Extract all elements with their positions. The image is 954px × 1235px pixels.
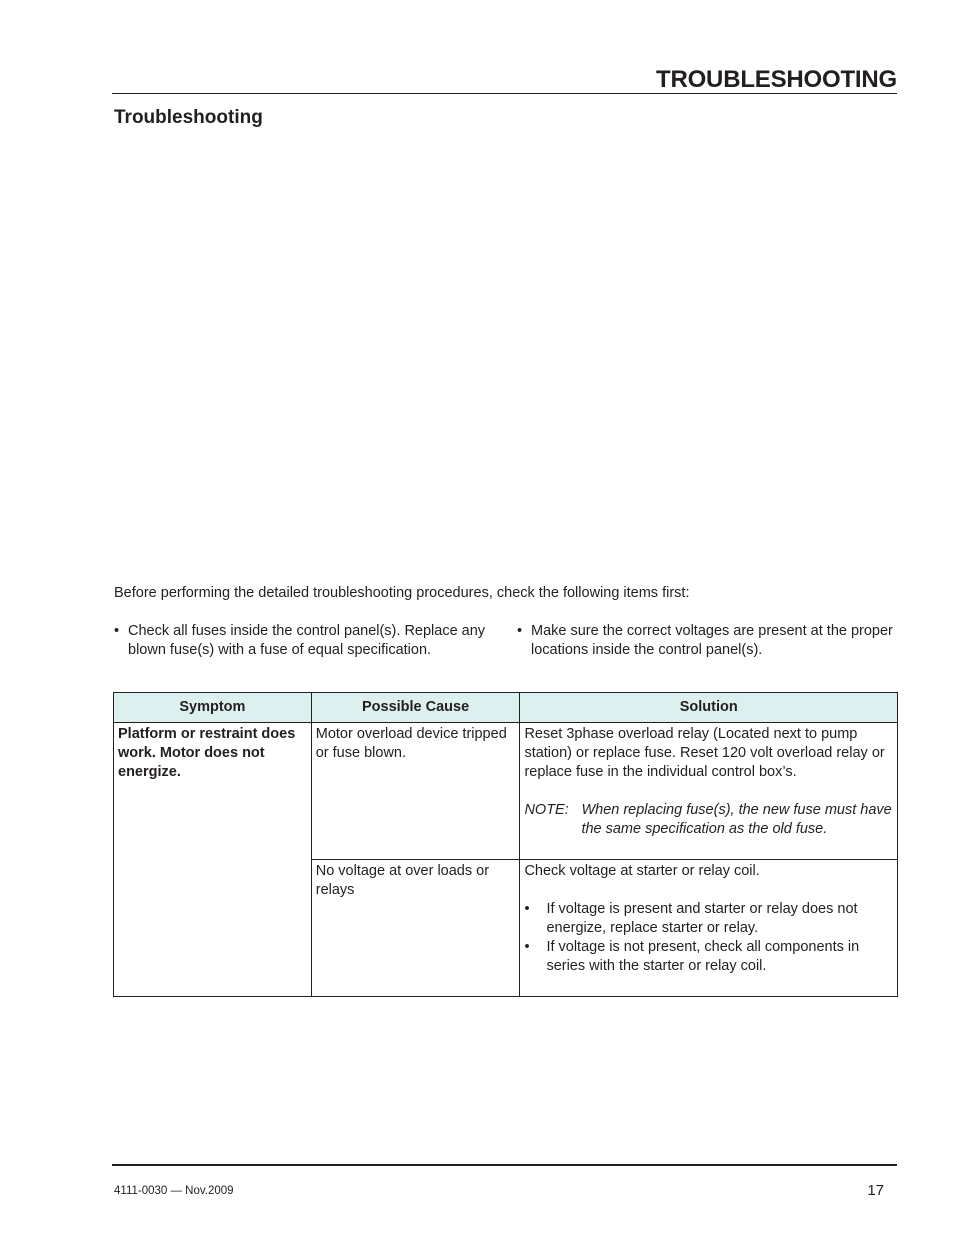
- page-header-title: TROUBLESHOOTING: [656, 66, 897, 93]
- solution-cell: [520, 860, 898, 997]
- troubleshooting-table: [113, 692, 898, 997]
- solution-cell: [520, 723, 898, 860]
- intro-text: Before performing the detailed troubleshooting procedures, check the following items first:: [114, 585, 690, 601]
- pre-check-item: [517, 622, 898, 659]
- cause-cell: No voltage at over loads or relays: [311, 860, 520, 997]
- pre-check-item: [114, 622, 495, 659]
- footer-divider: [112, 1164, 897, 1166]
- symptom-cell: Platform or restraint does work. Motor does not energize.: [114, 723, 312, 997]
- bullet-icon: •: [114, 623, 120, 639]
- solution-bullet-text: If voltage is not present, check all components in series with the starter or relay coil.: [546, 939, 860, 974]
- footer-document-id: 4111-0030 — Nov.2009: [114, 1185, 234, 1197]
- solution-note: [524, 801, 893, 839]
- section-title: Troubleshooting: [114, 107, 263, 128]
- note-label: NOTE:: [524, 802, 569, 818]
- column-header-symptom: Symptom: [114, 693, 312, 723]
- pre-check-list: [114, 622, 898, 659]
- solution-bullet-list: [524, 900, 893, 988]
- column-header-cause: Possible Cause: [311, 693, 520, 723]
- column-header-solution: Solution: [520, 693, 898, 723]
- header-divider: [112, 93, 897, 94]
- pre-check-text: Check all fuses inside the control panel(s). Replace any blown fuse(s) with a fuse of equal specification.: [128, 623, 486, 658]
- solution-text: Reset 3phase overload relay (Located next to pump station) or replace fuse. Reset 120 volt overload relay or replace fuse in the individual control box’s.: [524, 726, 885, 780]
- solution-bullet-text: If voltage is present and starter or relay does not energize, replace starter or relay.: [546, 901, 858, 936]
- solution-text: Check voltage at starter or relay coil.: [524, 863, 760, 879]
- bullet-icon: •: [524, 939, 530, 955]
- note-text: When replacing fuse(s), the new fuse must have the same specification as the old fuse.: [581, 802, 892, 837]
- page-number: 17: [867, 1182, 884, 1199]
- solution-bullet: [524, 938, 893, 976]
- bullet-icon: •: [517, 623, 523, 639]
- table-row: [114, 723, 898, 860]
- bullet-icon: •: [524, 901, 530, 917]
- cause-cell: Motor overload device tripped or fuse blown.: [311, 723, 520, 860]
- pre-check-text: Make sure the correct voltages are present at the proper locations inside the control panel(s).: [531, 623, 893, 658]
- table-header-row: [114, 693, 898, 723]
- solution-bullet: [524, 900, 893, 938]
